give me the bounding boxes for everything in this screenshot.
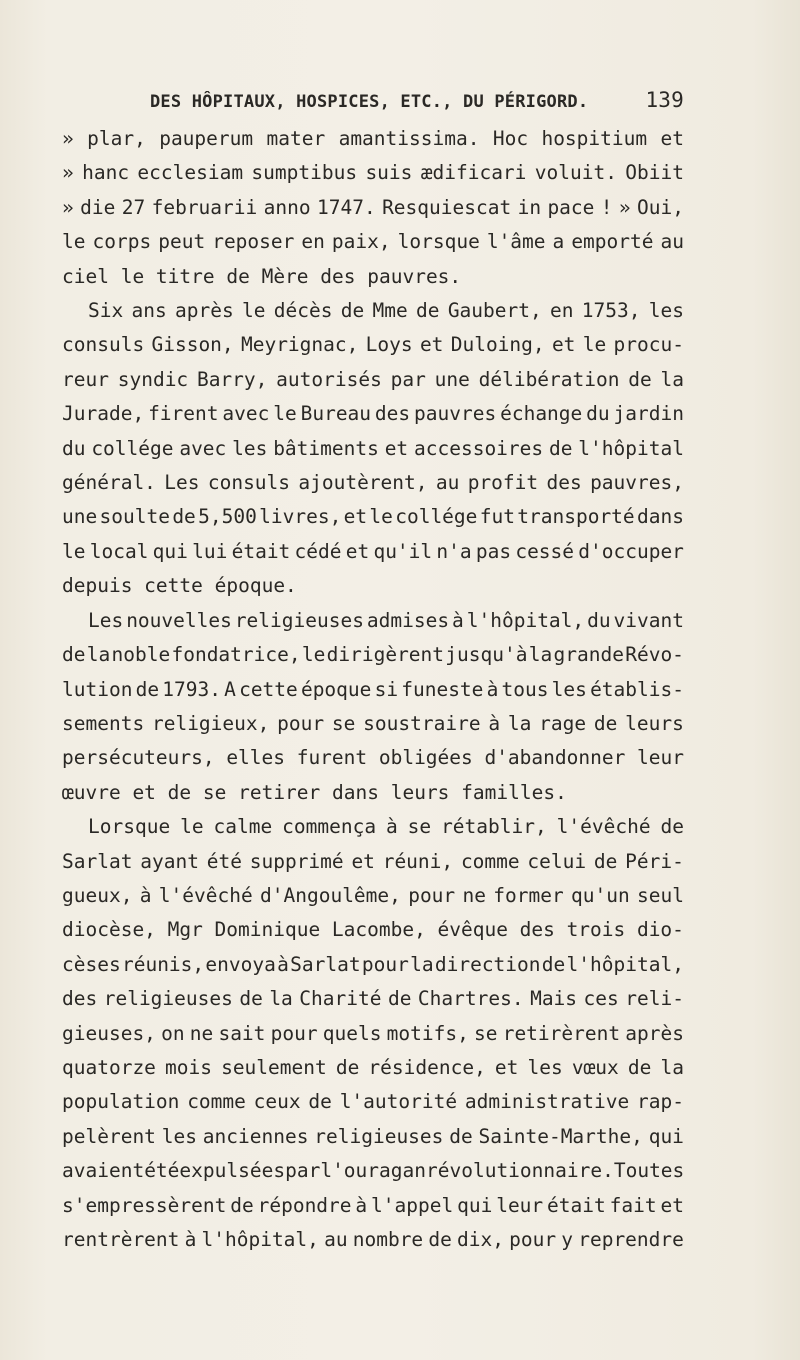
text-line: consuls Gisson, Meyrignac, Loys et Duloing, et le procu- — [62, 333, 684, 357]
text-line: le local qui lui était cédé et qu'il n'a pas cessé d'occuper — [62, 539, 684, 563]
text-line: le corps peut reposer en paix, lorsque l'âme a emporté au — [62, 230, 684, 254]
text-line: » hanc ecclesiam sumptibus suis ædificari voluit. Obiit — [62, 161, 684, 185]
text-line: Jurade, firent avec le Bureau des pauvres échange du jardin — [62, 402, 684, 426]
text-line: persécuteurs, elles furent obligées d'abandonner leur — [62, 746, 684, 770]
text-line: » die 27 februarii anno 1747. Resquiescat in pace ! » Oui, — [62, 195, 684, 219]
running-header — [150, 88, 684, 112]
text-line: ciel le titre de Mère des pauvres. — [62, 264, 462, 288]
text-line: rentrèrent à l'hôpital, au nombre de dix, pour y reprendre — [62, 1228, 684, 1251]
text-line: » plar, pauperum mater amantissima. Hoc hospitium et — [62, 127, 684, 150]
running-title: DES HÔPITAUX, HOSPICES, ETC., DU PÉRIGORD. — [150, 92, 589, 112]
text-line: œuvre et de se retirer dans leurs familles. — [62, 780, 567, 804]
text-line: Sarlat ayant été supprimé et réuni, comme celui de Péri- — [62, 849, 684, 873]
text-line: Les nouvelles religieuses admises à l'hôpital, du vivant — [88, 608, 684, 632]
text-line: quatorze mois seulement de résidence, et les vœux de la — [62, 1055, 684, 1079]
text-line: Six ans après le décès de Mme de Gaubert, en 1753, les — [88, 299, 684, 323]
text-line: Lorsque le calme commença à se rétablir, l'évêché de — [88, 815, 684, 839]
text-line: gueux, à l'évêché d'Angoulême, pour ne former qu'un seul — [62, 883, 684, 907]
text-line: général. Les consuls ajoutèrent, au profit des pauvres, — [62, 471, 684, 495]
text-line: s'empressèrent de répondre à l'appel qui leur était fait et — [62, 1193, 684, 1217]
body-text — [62, 122, 684, 1257]
text-line: cèses réunis, envoya à Sarlat pour la direction de l'hôpital, — [62, 952, 684, 976]
text-line: diocèse, Mgr Dominique Lacombe, évêque des trois dio- — [62, 918, 684, 942]
text-line: reur syndic Barry, autorisés par une délibération de la — [62, 367, 684, 391]
text-line: avaient été expulsées par l'ouragan révolutionnaire. Toutes — [62, 1159, 685, 1183]
text-line: pelèrent les anciennes religieuses de Sainte-Marthe, qui — [62, 1124, 684, 1148]
text-line: une soulte de 5,500 livres, et le collége fut transporté dans — [62, 505, 684, 529]
text-line: du collége avec les bâtiments et accessoires de l'hôpital — [62, 436, 684, 460]
text-line: de la noble fondatrice, le dirigèrent jusqu'à la grande Révo- — [62, 643, 684, 667]
text-line: sements religieux, pour se soustraire à la rage de leurs — [62, 711, 684, 735]
text-line: lution de 1793. A cette époque si funeste à tous les établis- — [62, 677, 684, 701]
text-line: des religieuses de la Charité de Chartres. Mais ces reli- — [62, 987, 684, 1011]
text-line: gieuses, on ne sait pour quels motifs, se retirèrent après — [62, 1021, 684, 1045]
page-number: 139 — [645, 88, 684, 112]
text-line: depuis cette époque. — [62, 574, 297, 598]
text-line: population comme ceux de l'autorité administrative rap- — [62, 1090, 684, 1114]
